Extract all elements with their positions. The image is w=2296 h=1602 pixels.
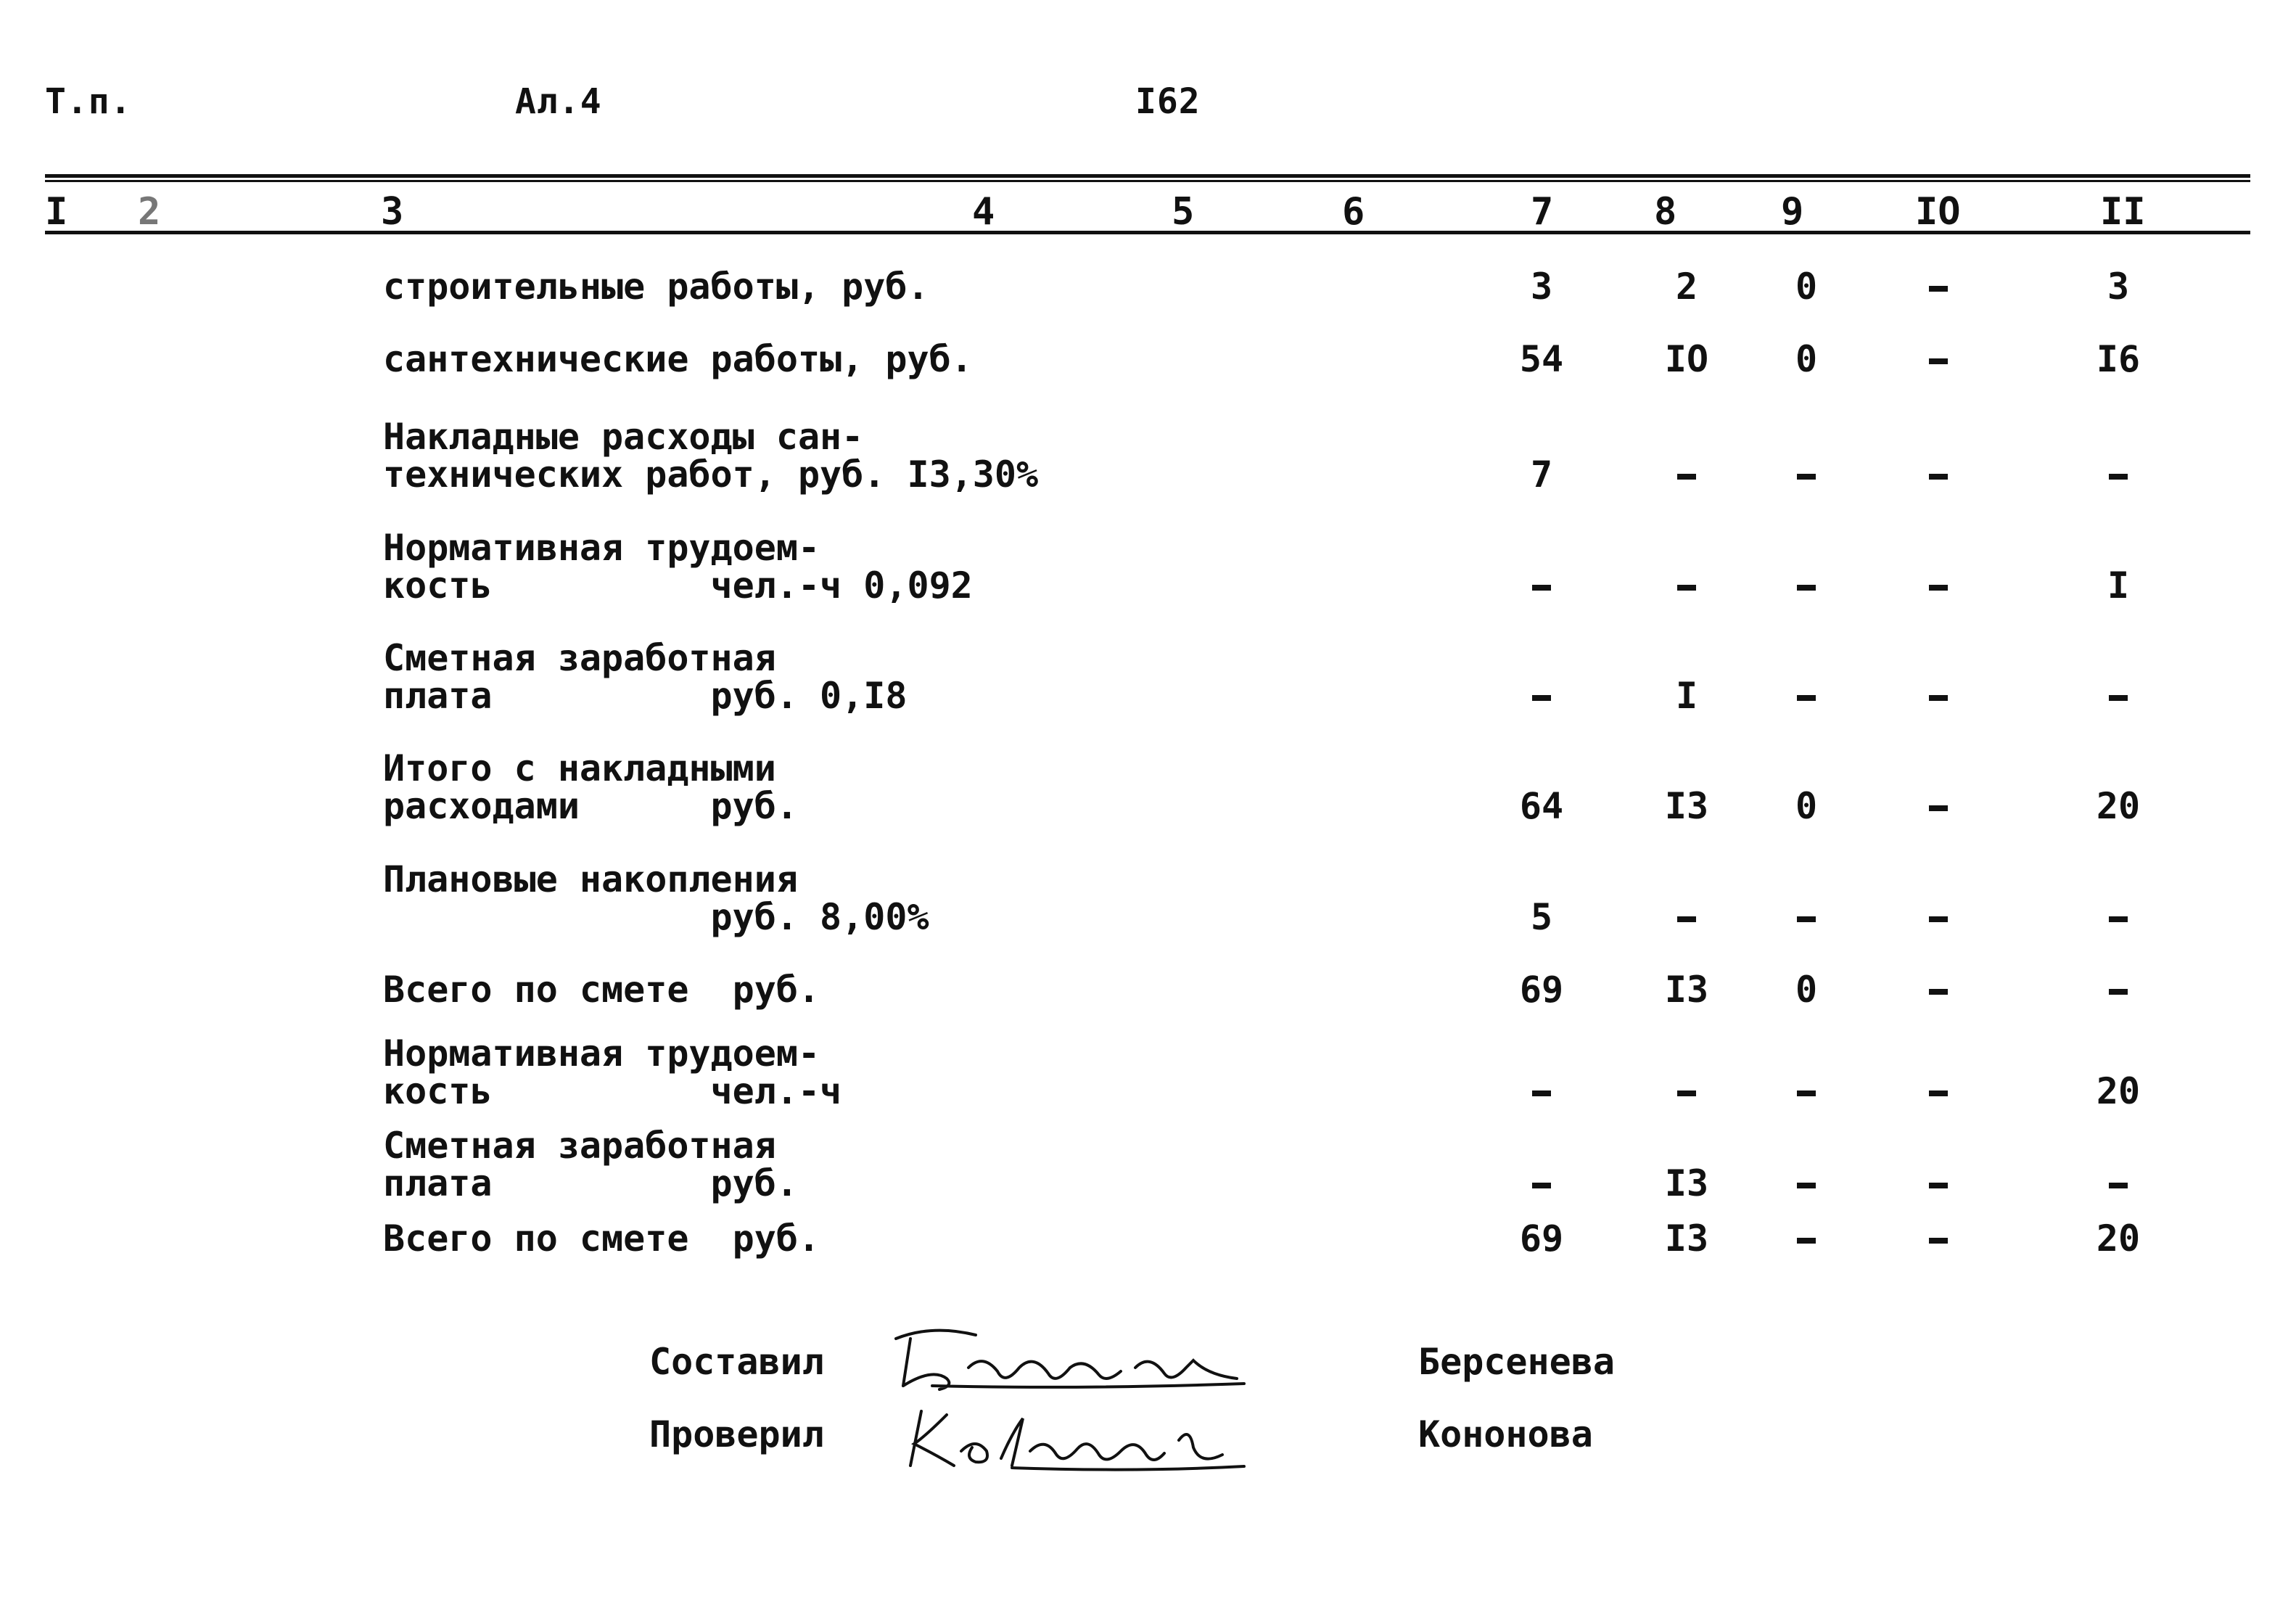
row-value-dash-c10 [1929,1183,1948,1188]
row-value-dash-c7 [1532,1090,1551,1096]
row-value-c9: 0 [1795,785,1818,827]
row-value-c9: 0 [1795,338,1818,380]
row-value-c11: I6 [2096,338,2141,380]
column-number-5: 5 [1172,190,1195,234]
row-description-line: Сметная заработная [383,1125,776,1167]
row-value-dash-c8 [1677,585,1696,591]
table-top-rule-2 [45,180,2250,182]
row-description-line: Нормативная трудоем- [383,1032,820,1075]
row-value-c7: 54 [1519,338,1564,380]
row-description-line: расходами руб. [383,785,798,827]
row-description-line: Нормативная трудоем- [383,527,820,569]
compiled-by-signature [889,1317,1251,1397]
row-value-dash-c11 [2109,916,2128,922]
row-description-line: кость чел.-ч [383,1070,842,1112]
row-value-dash-c9 [1797,474,1816,480]
row-value-c9: 0 [1795,266,1818,308]
row-value-dash-c9 [1797,1238,1816,1244]
row-description-line: Всего по смете руб. [383,1217,820,1260]
row-value-dash-c7 [1532,585,1551,591]
column-number-8: 8 [1654,190,1677,234]
compiled-by-name: Берсенева [1418,1341,1615,1383]
row-value-c8: I3 [1664,785,1709,827]
row-value-dash-c9 [1797,1183,1816,1188]
row-value-c8: I3 [1664,1217,1709,1260]
row-value-c8: I3 [1664,1162,1709,1204]
row-value-dash-c8 [1677,916,1696,922]
row-description-line: кость чел.-ч 0,092 [383,564,973,607]
row-description-line: Сметная заработная [383,637,776,679]
column-number-1: I [45,190,68,234]
row-value-dash-c11 [2109,1183,2128,1188]
row-value-c7: 3 [1530,266,1553,308]
row-value-dash-c10 [1929,1090,1948,1096]
column-number-7: 7 [1531,190,1554,234]
row-description-line: руб. 8,00% [383,896,929,938]
row-value-dash-c9 [1797,585,1816,591]
column-number-3: 3 [381,190,404,234]
doc-type-label: Т.п. [45,81,132,122]
compiled-by-label: Составил [649,1341,824,1383]
page-number: I62 [1135,81,1201,122]
row-value-dash-c10 [1929,286,1948,292]
row-description-line: Всего по смете руб. [383,969,820,1011]
row-value-c7: 5 [1530,896,1553,938]
column-number-6: 6 [1342,190,1365,234]
table-top-rule [45,174,2250,178]
row-value-c11: 20 [2096,1070,2141,1112]
column-number-10: IO [1915,190,1961,234]
row-value-c8: I [1675,675,1698,717]
row-value-c8: IO [1664,338,1709,380]
checked-by-name: Кононова [1418,1413,1593,1455]
row-description-line: Плановые накопления [383,858,798,900]
row-value-dash-c10 [1929,695,1948,701]
row-value-c11: 3 [2107,266,2130,308]
row-value-dash-c10 [1929,916,1948,922]
column-number-11: II [2100,190,2146,234]
row-value-dash-c11 [2109,695,2128,701]
row-value-c11: I [2107,564,2130,607]
row-value-dash-c7 [1532,1183,1551,1188]
row-description-line: строительные работы, руб. [383,266,929,308]
column-number-9: 9 [1781,190,1804,234]
row-value-c11: 20 [2096,785,2141,827]
row-value-dash-c10 [1929,474,1948,480]
row-value-dash-c8 [1677,1090,1696,1096]
row-description-line: плата руб. [383,1162,798,1204]
row-value-dash-c7 [1532,695,1551,701]
row-value-c8: 2 [1675,266,1698,308]
row-value-dash-c11 [2109,989,2128,995]
row-value-dash-c10 [1929,358,1948,364]
row-description-line: Накладные расходы сан- [383,416,864,458]
row-value-dash-c9 [1797,1090,1816,1096]
column-number-4: 4 [972,190,995,234]
row-value-dash-c10 [1929,805,1948,811]
row-value-c11: 20 [2096,1217,2141,1260]
row-description-line: технических работ, руб. I3,30% [383,453,1039,496]
row-value-dash-c8 [1677,474,1696,480]
row-value-dash-c11 [2109,474,2128,480]
row-description-line: сантехнические работы, руб. [383,338,973,380]
row-value-dash-c9 [1797,695,1816,701]
row-value-c8: I3 [1664,969,1709,1011]
row-value-c7: 69 [1519,1217,1564,1260]
row-value-c7: 69 [1519,969,1564,1011]
row-value-c7: 7 [1530,453,1553,496]
row-description-line: Итого с накладными [383,747,776,789]
row-value-dash-c10 [1929,989,1948,995]
checked-by-label: Проверил [649,1413,824,1455]
row-value-c9: 0 [1795,969,1818,1011]
sheet-label: Ал.4 [515,81,602,122]
column-number-2: 2 [138,190,161,234]
row-description-line: плата руб. 0,I8 [383,675,908,717]
row-value-dash-c10 [1929,585,1948,591]
checked-by-signature [903,1397,1251,1476]
row-value-c7: 64 [1519,785,1564,827]
row-value-dash-c9 [1797,916,1816,922]
row-value-dash-c10 [1929,1238,1948,1244]
